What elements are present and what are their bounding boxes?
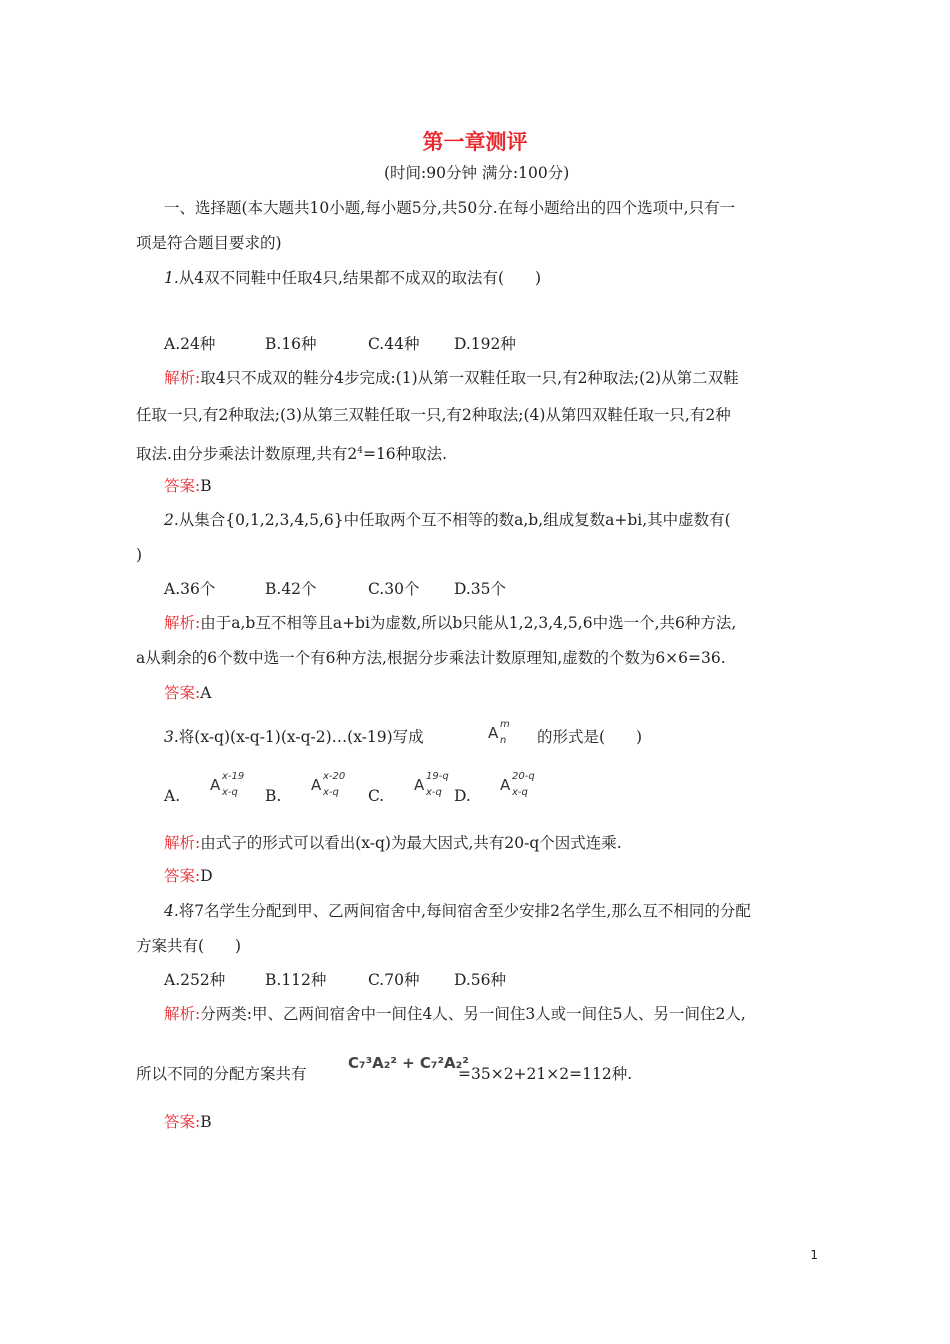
analysis-text: 取4只不成双的鞋分4步完成:(1)从第一双鞋任取一只,有2种取法;(2)从第二双鞋 xyxy=(200,369,739,387)
q2-stem-line2: ) xyxy=(136,546,143,564)
formula-sup: x-19 xyxy=(222,771,245,782)
formula-sub: x-q xyxy=(323,787,339,798)
q3-option-b-label: B. xyxy=(265,787,282,805)
answer-label: 答案: xyxy=(164,477,201,495)
q2-option-c: C.30个 xyxy=(368,580,420,598)
q3-option-d-label: D. xyxy=(454,787,471,805)
q3-option-c-label: C. xyxy=(368,787,385,805)
q1-option-b: B.16种 xyxy=(265,335,317,353)
q4-analysis-line1 xyxy=(164,1004,746,1024)
answer-value: B xyxy=(200,477,212,495)
formula-sup: 20-q xyxy=(512,771,535,782)
question-stem: 从集合{0,1,2,3,4,5,6}中任取两个互不相等的数a,b,组成复数a+bi,其中虚数有( xyxy=(178,511,731,529)
q3-analysis xyxy=(164,833,622,853)
formula-sub: x-q xyxy=(512,787,528,798)
combination-formula: C₇³A₂² + C₇²A₂² xyxy=(348,1054,469,1072)
permutation-formula-a-m-n xyxy=(488,720,528,748)
q1-analysis-line1 xyxy=(164,368,739,388)
q3-option-b-formula xyxy=(311,772,361,800)
q4-stem-line1 xyxy=(164,901,751,921)
q4-option-a: A.252种 xyxy=(164,971,226,989)
q1-analysis-line2: 任取一只,有2种取法;(3)从第三双鞋任取一只,有2种取法;(4)从第四双鞋任取一只,有2种 xyxy=(136,406,731,424)
answer-value: A xyxy=(200,684,212,702)
question-1 xyxy=(164,268,541,288)
formula-sub: x-q xyxy=(426,787,442,798)
analysis-label: 解析: xyxy=(164,1005,201,1023)
formula-base: A xyxy=(500,776,511,794)
formula-sup: m xyxy=(500,719,510,730)
exponent: 4 xyxy=(357,446,363,456)
q3-stem-part2: 的形式是( ) xyxy=(537,728,643,746)
formula-base: A xyxy=(414,776,425,794)
question-stem: 将(x-q)(x-q-1)(x-q-2)…(x-19)写成 xyxy=(178,728,424,746)
question-number: 1. xyxy=(164,269,179,287)
formula-base: A xyxy=(488,724,499,742)
q4-analysis-line2b: =35×2+21×2=112种. xyxy=(458,1065,633,1083)
q4-analysis-line2a: 所以不同的分配方案共有 xyxy=(136,1065,307,1083)
formula-sup: 19-q xyxy=(426,771,449,782)
q3-option-d-formula xyxy=(500,772,550,800)
q2-analysis-line2: a从剩余的6个数中选一个有6种方法,根据分步乘法计数原理知,虚数的个数为6×6=36. xyxy=(136,649,726,667)
q3-option-a-formula xyxy=(210,772,260,800)
q1-option-c: C.44种 xyxy=(368,335,420,353)
q4-answer xyxy=(164,1112,212,1132)
q3-answer xyxy=(164,866,213,886)
analysis-text: 由式子的形式可以看出(x-q)为最大因式,共有20-q个因式连乘. xyxy=(200,834,622,852)
question-number: 2. xyxy=(164,511,179,529)
q2-option-b: B.42个 xyxy=(265,580,317,598)
q1-option-a: A.24种 xyxy=(164,335,216,353)
question-number: 4. xyxy=(164,902,179,920)
q4-stem-line2: 方案共有( ) xyxy=(136,937,242,955)
analysis-label: 解析: xyxy=(164,369,201,387)
q2-stem-line1 xyxy=(164,510,731,530)
q3-stem-part1 xyxy=(164,727,424,747)
analysis-text: 分两类:甲、乙两间宿舍中一间住4人、另一间住3人或一间住5人、另一间住2人, xyxy=(200,1005,746,1023)
subtitle: (时间:90分钟 满分:100分) xyxy=(384,164,570,182)
section-heading-line1: 一、选择题(本大题共10小题,每小题5分,共50分.在每小题给出的四个选项中,只有一 xyxy=(164,199,736,217)
formula-base: A xyxy=(210,776,221,794)
answer-label: 答案: xyxy=(164,867,201,885)
q4-option-b: B.112种 xyxy=(265,971,327,989)
q2-analysis-line1 xyxy=(164,613,736,633)
answer-value: D xyxy=(200,867,213,885)
analysis-text: 由于a,b互不相等且a+bi为虚数,所以b只能从1,2,3,4,5,6中选一个,共6种方法, xyxy=(200,614,737,632)
answer-label: 答案: xyxy=(164,1113,201,1131)
question-number: 3. xyxy=(164,728,179,746)
q3-option-a-label: A. xyxy=(164,787,181,805)
question-stem: 从4双不同鞋中任取4只,结果都不成双的取法有( ) xyxy=(178,269,542,287)
q1-answer xyxy=(164,476,212,496)
page-title: 第一章测评 xyxy=(422,130,528,154)
q2-option-d: D.35个 xyxy=(454,580,507,598)
formula-sub: n xyxy=(500,735,507,746)
question-stem: 将7名学生分配到甲、乙两间宿舍中,每间宿舍至少安排2名学生,那么互不相同的分配 xyxy=(178,902,751,920)
q4-option-c: C.70种 xyxy=(368,971,420,989)
analysis-text: =16种取法. xyxy=(362,445,448,464)
section-heading-line2: 项是符合题目要求的) xyxy=(136,234,282,252)
analysis-label: 解析: xyxy=(164,834,201,852)
answer-value: B xyxy=(200,1113,212,1131)
formula-sup: x-20 xyxy=(323,771,346,782)
formula-sub: x-q xyxy=(222,787,238,798)
analysis-text: 取法.由分步乘法计数原理,共有2 xyxy=(136,445,358,464)
q2-answer xyxy=(164,683,211,703)
q4-option-d: D.56种 xyxy=(454,971,507,989)
q1-option-d: D.192种 xyxy=(454,335,516,353)
q3-option-c-formula xyxy=(414,772,458,800)
analysis-label: 解析: xyxy=(164,614,201,632)
q1-analysis-line3 xyxy=(136,441,447,464)
answer-label: 答案: xyxy=(164,684,201,702)
q2-option-a: A.36个 xyxy=(164,580,216,598)
page-number: 1 xyxy=(810,1248,818,1262)
formula-base: A xyxy=(311,776,322,794)
